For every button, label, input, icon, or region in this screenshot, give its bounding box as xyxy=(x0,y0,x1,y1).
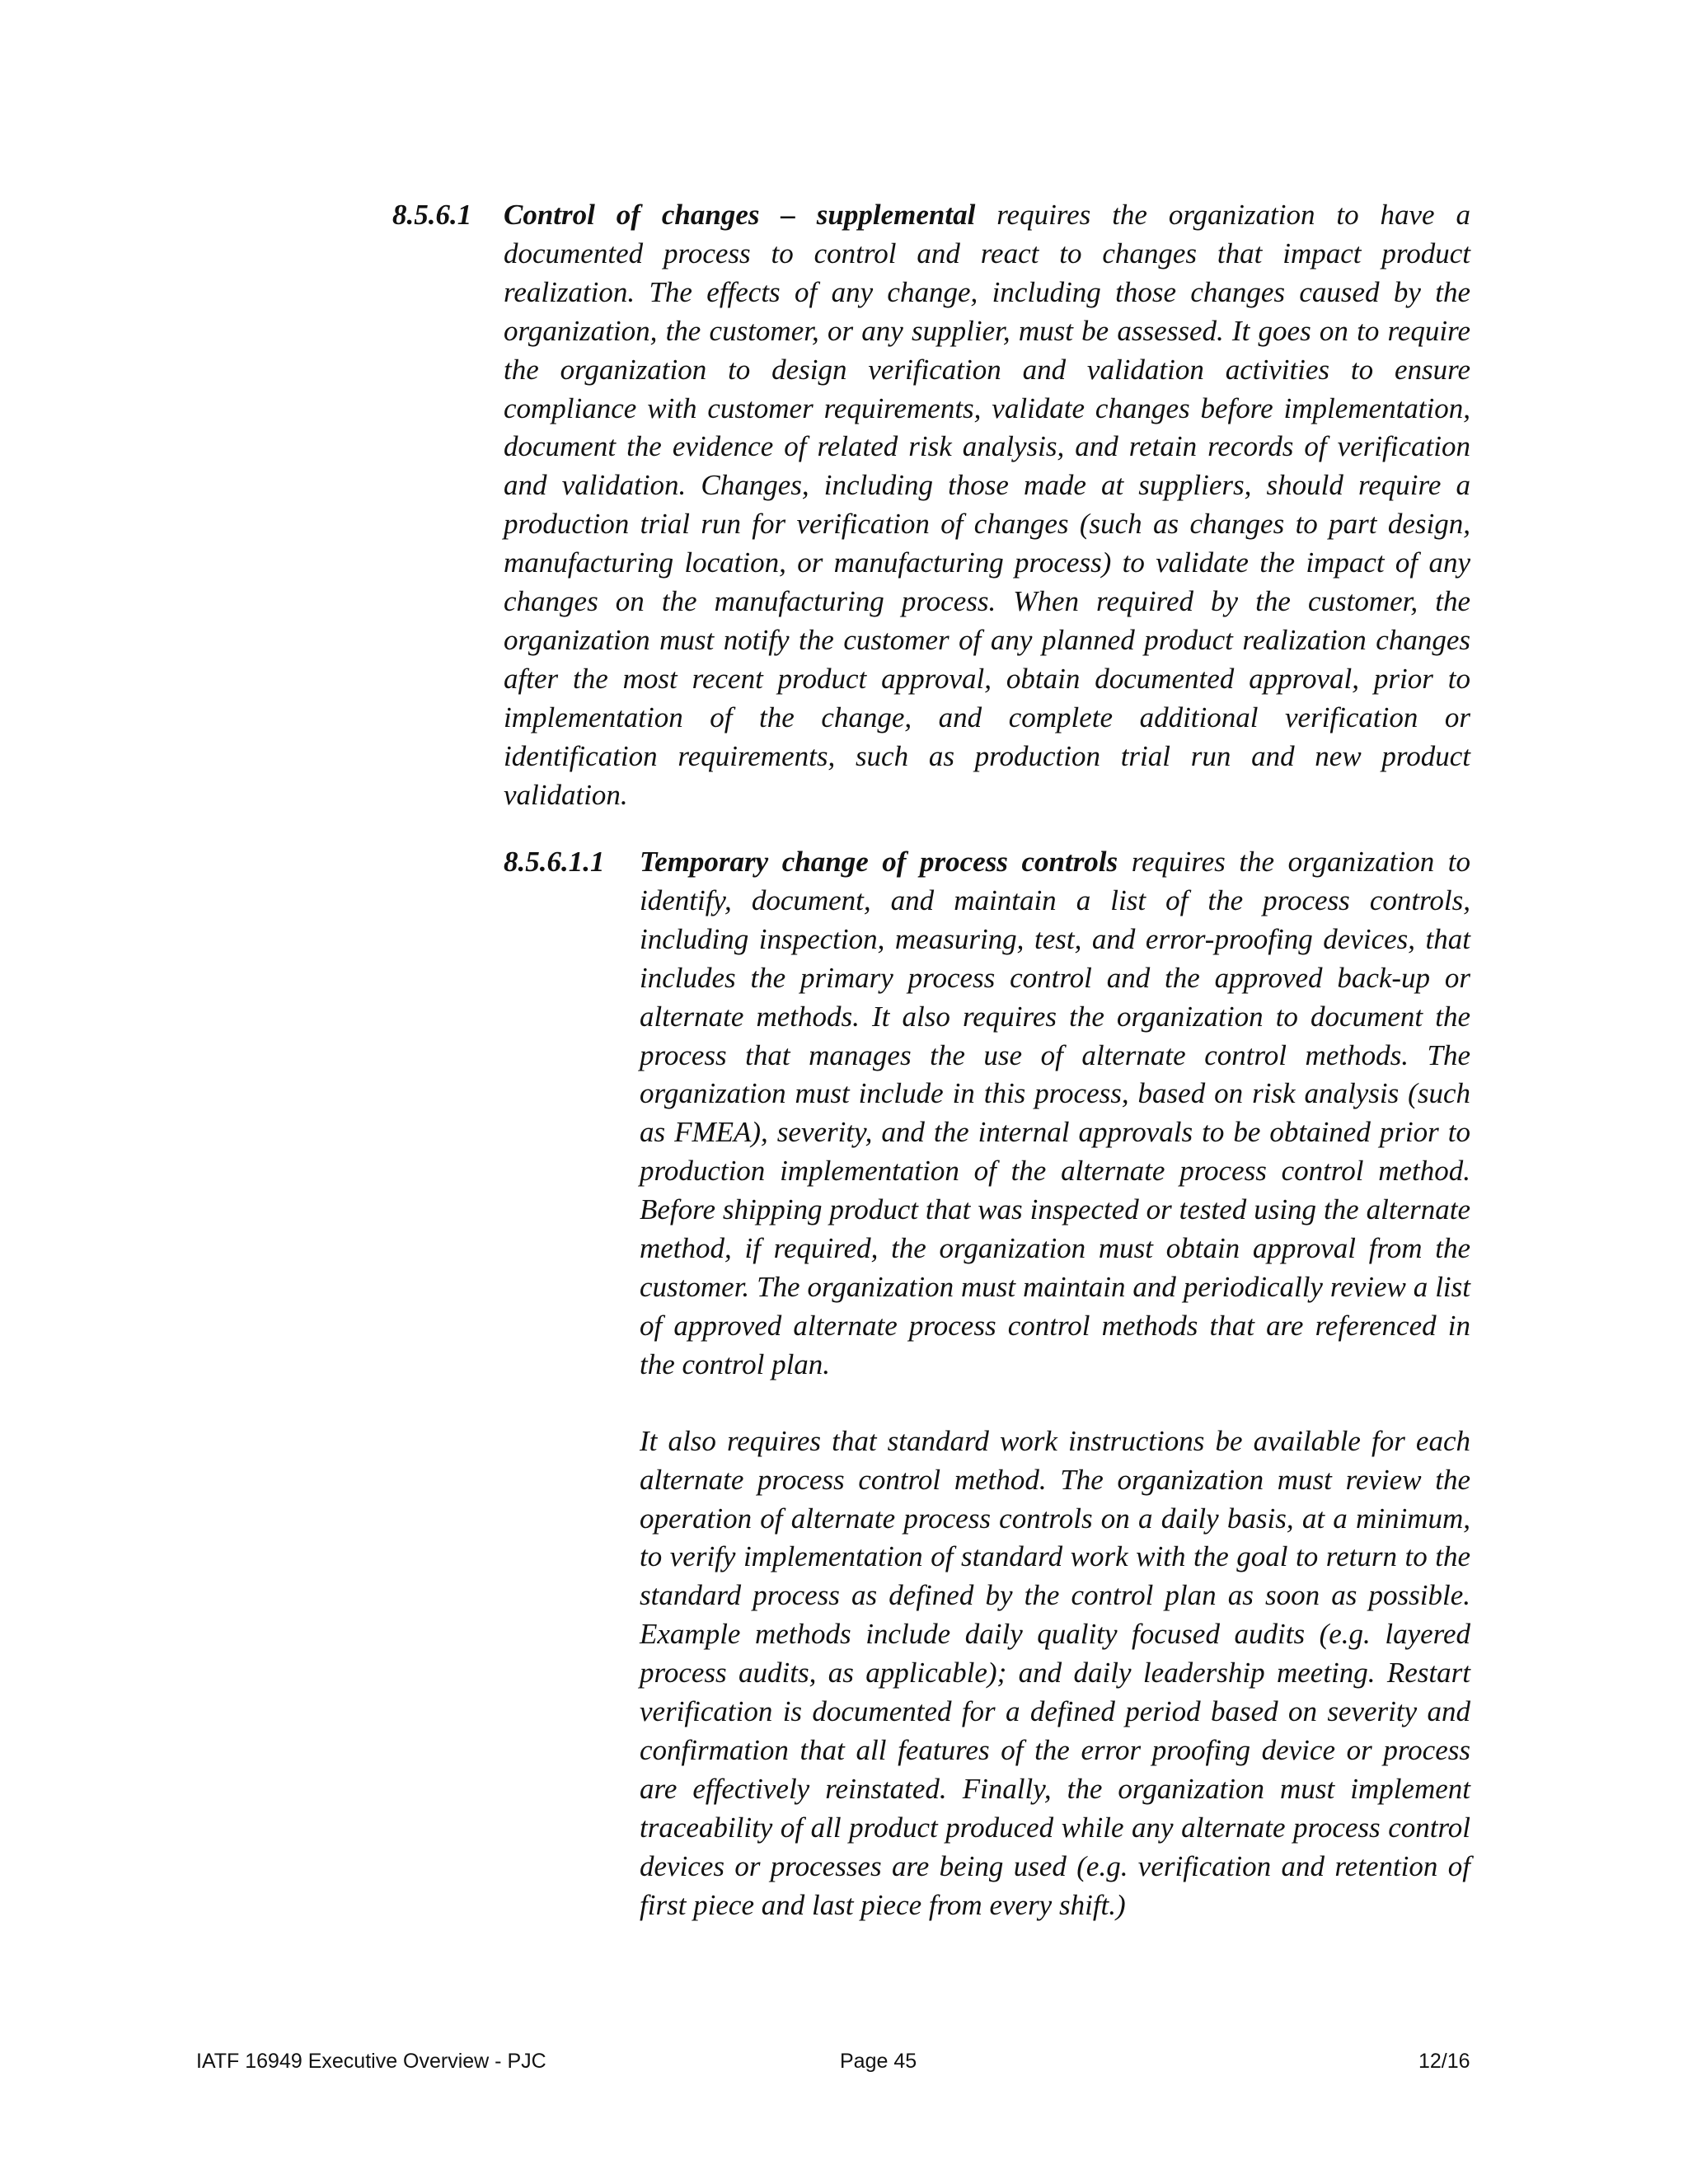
subsection-8-5-6-1-1 xyxy=(504,843,1470,1924)
footer-page-number: Page 45 xyxy=(840,2050,917,2073)
footer-document-title: IATF 16949 Executive Overview - PJC xyxy=(196,2050,546,2073)
section-text: requires the organization to have a documented process to control and react to changes that impact product realization. The effects of any change, including those changes caused by the organization, the customer, or any supplier, must be assessed. It goes on to require the organization to design verification and validation activities to ensure compliance with customer requirements, validate changes before implementation, document the evidence of related risk analysis, and retain records of verification and validation. Changes, including those made at suppliers, should require a production trial run for verification of changes (such as changes to part design, manufacturing location, or manufacturing process) to validate the impact of any changes on the manufacturing process. When required by the customer, the organization must notify the customer of any planned product realization changes after the most recent product approval, obtain documented approval, prior to implementation of the change, and complete additional verification or identification requirements, such as production trial run and new product validation. xyxy=(504,199,1470,811)
section-title: Control of changes – supplemental xyxy=(504,199,976,231)
subsection-body xyxy=(640,843,1470,1385)
subsection-title: Temporary change of process controls xyxy=(640,846,1118,878)
section-number: 8.5.6.1 xyxy=(392,199,472,231)
section-8-5-6-1 xyxy=(392,196,1470,815)
subsection-number: 8.5.6.1.1 xyxy=(504,846,605,878)
subsection-paragraph-2: It also requires that standard work instructions be available for each alternate process control method. The organization must review the operation of alternate process controls on a daily basis, at a minimum, to verify implementation of standard work with the goal to return to the standard process as defined by the control plan as soon as possible. Example methods include daily quality focused audits (e.g. layered process audits, as applicable); and daily leadership meeting. Restart verification is documented for a defined period based on severity and confirmation that all features of the error proofing device or process are effectively reinstated. Finally, the organization must implement traceability of all product produced while any alternate process control devices or processes are being used (e.g. verification and retention of first piece and last piece from every shift.) xyxy=(640,1424,1470,1921)
footer-date: 12/16 xyxy=(1418,2050,1470,2073)
subsection-text: requires the organization to identify, document, and maintain a list of the process controls, including inspection, measuring, test, and error-proofing devices, that includes the primary process control and the approved back-up or alternate methods. It also requires the organization to document the process that manages the use of alternate control methods. The organization must include in this process, based on risk analysis (such as FMEA), severity, and the internal approvals to be obtained prior to production implementation of the alternate process control method. Before shipping product that was inspected or tested using the alternate method, if required, the organization must obtain approval from the customer. The organization must maintain and periodically review a list of approved alternate process control methods that are referenced in the control plan. xyxy=(640,846,1471,1380)
section-body xyxy=(504,196,1470,815)
